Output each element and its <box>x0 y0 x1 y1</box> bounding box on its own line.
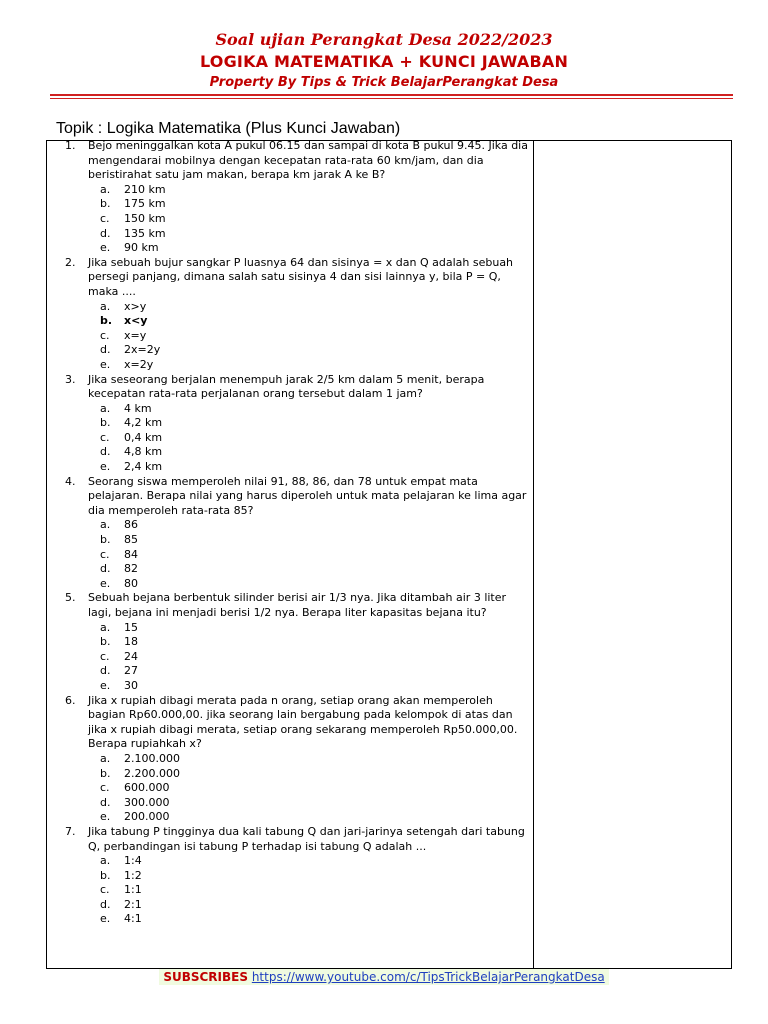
question-item <box>48 591 530 620</box>
table-column-divider <box>533 140 534 969</box>
option-letter: a. <box>100 620 111 634</box>
answer-option <box>48 343 530 358</box>
answer-option <box>48 197 530 212</box>
option-letter: b. <box>100 635 111 649</box>
option-letter: a. <box>100 751 111 765</box>
option-text: 4 km <box>124 401 152 415</box>
answer-option <box>48 635 530 650</box>
option-text: 85 <box>124 533 138 547</box>
answer-option <box>48 898 530 913</box>
option-letter: d. <box>100 343 111 357</box>
option-text: 2,4 km <box>124 460 163 474</box>
answer-option <box>48 912 530 927</box>
option-text: 600.000 <box>124 781 170 795</box>
option-letter: d. <box>100 562 111 576</box>
option-letter: b. <box>100 868 111 882</box>
option-letter: d. <box>100 664 111 678</box>
option-letter: c. <box>100 883 110 897</box>
option-text: 300.000 <box>124 795 170 809</box>
question-text: Bejo meninggalkan kota A pukul 06.15 dan sampai di kota B pukul 9.45. Jika dia mengendarai mobilnya dengan kecepatan rata-rata 60 km/jam, dan dia beristirahat satu jam makan, berapa km jarak A ke B? <box>88 139 528 182</box>
option-text: 1:1 <box>124 883 142 897</box>
option-letter: a. <box>100 299 111 313</box>
option-letter: d. <box>100 897 111 911</box>
question-item <box>48 139 530 183</box>
question-text: Jika tabung P tingginya dua kali tabung Q dan jari-jarinya setengah dari tabung Q, perbandingan isi tabung P terhadap isi tabung Q adalah ... <box>88 824 525 853</box>
option-text: 27 <box>124 664 138 678</box>
option-letter: e. <box>100 460 111 474</box>
option-text: 30 <box>124 678 138 692</box>
option-text: 1:4 <box>124 854 142 868</box>
option-text: x=y <box>124 328 147 342</box>
answer-option <box>48 752 530 767</box>
option-text: 18 <box>124 635 138 649</box>
option-text: 4,8 km <box>124 445 163 459</box>
answer-option <box>48 416 530 431</box>
header-title-line2: LOGIKA MATEMATIKA + KUNCI JAWABAN <box>199 52 569 71</box>
option-letter: c. <box>100 781 110 795</box>
option-letter: d. <box>100 226 111 240</box>
option-letter: e. <box>100 912 111 926</box>
question-item <box>48 825 530 854</box>
option-letter: c. <box>100 430 110 444</box>
option-text: 86 <box>124 518 138 532</box>
answer-option <box>48 518 530 533</box>
header-divider-thin <box>50 98 733 99</box>
option-letter: e. <box>100 678 111 692</box>
header-title-line1: Soal ujian Perangkat Desa 2022/2023 <box>215 30 553 49</box>
question-text: Seorang siswa memperoleh nilai 91, 88, 86, dan 78 untuk empat mata pelajaran. Berapa nilai yang harus diperoleh untuk mata pelajaran ke lima agar dia memperoleh rata-rata 85? <box>88 474 527 517</box>
option-text: 0,4 km <box>124 430 163 444</box>
option-letter: b. <box>100 533 111 547</box>
answer-option <box>48 533 530 548</box>
option-letter: d. <box>100 445 111 459</box>
answer-option <box>48 781 530 796</box>
option-text: 4,2 km <box>124 416 163 430</box>
youtube-link[interactable]: https://www.youtube.com/c/TipsTrickBelajarPerangkatDesa <box>251 970 605 984</box>
question-number: 7. <box>65 824 76 838</box>
answer-option <box>48 679 530 694</box>
answer-option <box>48 358 530 373</box>
subscribe-label: SUBSCRIBES <box>163 970 248 984</box>
option-text: 84 <box>124 547 138 561</box>
option-letter: a. <box>100 854 111 868</box>
option-text: 80 <box>124 576 138 590</box>
answer-option <box>48 664 530 679</box>
question-number: 2. <box>65 255 76 269</box>
answer-option <box>48 767 530 782</box>
question-item <box>48 373 530 402</box>
answer-option <box>48 314 530 329</box>
option-letter: a. <box>100 401 111 415</box>
option-letter: c. <box>100 547 110 561</box>
question-number: 5. <box>65 591 76 605</box>
question-number: 3. <box>65 372 76 386</box>
footer-bar <box>159 969 608 985</box>
answer-option <box>48 548 530 563</box>
answer-option <box>48 300 530 315</box>
option-text: 2x=2y <box>124 343 161 357</box>
option-letter: d. <box>100 795 111 809</box>
footer <box>0 969 768 985</box>
option-text: 2:1 <box>124 897 142 911</box>
option-letter: a. <box>100 182 111 196</box>
option-letter: a. <box>100 518 111 532</box>
option-letter: e. <box>100 810 111 824</box>
option-letter: e. <box>100 576 111 590</box>
option-letter: b. <box>100 416 111 430</box>
option-text: x=2y <box>124 357 154 371</box>
option-text: 2.100.000 <box>124 751 180 765</box>
option-text: 1:2 <box>124 868 142 882</box>
answer-option <box>48 241 530 256</box>
answer-option <box>48 183 530 198</box>
answer-option <box>48 445 530 460</box>
option-text: x>y <box>124 299 147 313</box>
answer-option <box>48 402 530 417</box>
question-text: Jika seseorang berjalan menempuh jarak 2/5 km dalam 5 menit, berapa kecepatan rata-rata perjalanan orang tersebut dalam 1 jam? <box>88 372 485 401</box>
answer-option <box>48 212 530 227</box>
option-letter: b. <box>100 314 113 328</box>
topic-heading: Topik : Logika Matematika (Plus Kunci Jawaban) <box>56 120 401 137</box>
answer-option <box>48 329 530 344</box>
question-item <box>48 256 530 300</box>
question-item <box>48 475 530 519</box>
option-letter: e. <box>100 241 111 255</box>
option-letter: e. <box>100 357 111 371</box>
option-letter: c. <box>100 328 110 342</box>
header-divider <box>50 94 733 96</box>
answer-option <box>48 460 530 475</box>
option-text: 210 km <box>124 182 166 196</box>
answer-option <box>48 810 530 825</box>
option-text: 82 <box>124 562 138 576</box>
option-text: 175 km <box>124 197 166 211</box>
option-text: 15 <box>124 620 138 634</box>
answer-option <box>48 883 530 898</box>
header-property-line: Property By Tips & Trick BelajarPerangkat Desa <box>209 75 559 90</box>
option-text: 150 km <box>124 211 166 225</box>
question-number: 1. <box>65 139 76 152</box>
option-text: x<y <box>124 314 148 328</box>
answer-option <box>48 621 530 636</box>
answer-option <box>48 577 530 592</box>
answer-option <box>48 562 530 577</box>
option-letter: c. <box>100 211 110 225</box>
option-text: 90 km <box>124 241 159 255</box>
question-list <box>48 139 530 927</box>
answer-option <box>48 796 530 811</box>
option-letter: c. <box>100 649 110 663</box>
question-text: Sebuah bejana berbentuk silinder berisi air 1/3 nya. Jika ditambah air 3 liter lagi, bejana ini menjadi berisi 1/2 nya. Berapa liter kapasitas bejana itu? <box>88 591 507 619</box>
option-text: 135 km <box>124 226 166 240</box>
question-number: 4. <box>65 474 76 488</box>
answer-option <box>48 227 530 242</box>
answer-option <box>48 431 530 446</box>
question-item <box>48 694 530 752</box>
option-text: 24 <box>124 649 138 663</box>
option-letter: b. <box>100 766 111 780</box>
option-text: 2.200.000 <box>124 766 180 780</box>
question-text: Jika sebuah bujur sangkar P luasnya 64 dan sisinya = x dan Q adalah sebuah persegi panjang, dimana salah satu sisinya 4 dan sisi lainnya y, bila P = Q, maka .... <box>88 255 514 298</box>
answer-option <box>48 650 530 665</box>
answer-option <box>48 854 530 869</box>
option-text: 4:1 <box>124 912 142 926</box>
option-letter: b. <box>100 197 111 211</box>
question-number: 6. <box>65 693 76 707</box>
answer-option <box>48 869 530 884</box>
option-text: 200.000 <box>124 810 170 824</box>
question-text: Jika x rupiah dibagi merata pada n orang, setiap orang akan memperoleh bagian Rp60.000,00. jika seorang lain bergabung pada kelompok di atas dan jika x rupiah dibagi merata, setiap orang sekarang memperoleh Rp50.000,00. Berapa rupiahkah x? <box>88 693 518 751</box>
